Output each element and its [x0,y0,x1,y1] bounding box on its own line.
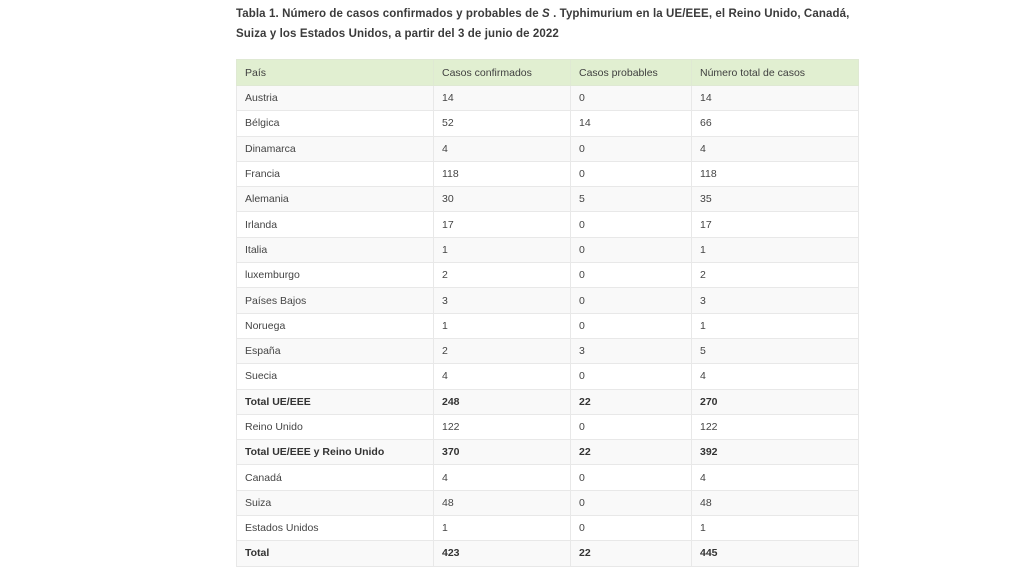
cell-total-cases: 3 [692,288,859,313]
column-header-probable: Casos probables [571,60,692,86]
cell-total-cases: 4 [692,136,859,161]
caption-line-2: Canadá, Suiza y los Estados Unidos, a partir del 3 de junio de 2022 [236,8,850,40]
cell-confirmed-cases: 2 [434,263,571,288]
cell-probable-cases: 22 [571,440,692,465]
cell-total-cases: 1 [692,313,859,338]
cell-confirmed-cases: 122 [434,414,571,439]
cell-country: Bélgica [237,111,434,136]
table-row [237,161,859,186]
table-header [237,60,859,86]
cell-probable-cases: 0 [571,288,692,313]
table-row [237,338,859,363]
cell-country: Noruega [237,313,434,338]
cell-total-cases: 122 [692,414,859,439]
cell-total-cases: 48 [692,490,859,515]
cell-country: España [237,338,434,363]
cell-total-cases: 17 [692,212,859,237]
cell-probable-cases: 3 [571,338,692,363]
cell-confirmed-cases: 3 [434,288,571,313]
cell-total-cases: 270 [692,389,859,414]
cell-probable-cases: 0 [571,161,692,186]
cell-confirmed-cases: 118 [434,161,571,186]
cell-total-cases: 4 [692,465,859,490]
cell-confirmed-cases: 17 [434,212,571,237]
cell-country: Total UE/EEE y Reino Unido [237,440,434,465]
cell-confirmed-cases: 248 [434,389,571,414]
cell-country: Total UE/EEE [237,389,434,414]
table-row [237,313,859,338]
cell-confirmed-cases: 14 [434,86,571,111]
cell-confirmed-cases: 423 [434,541,571,566]
caption-species-italic: S [542,8,550,20]
cell-total-cases: 1 [692,237,859,262]
cell-country: Irlanda [237,212,434,237]
cell-total-cases: 35 [692,187,859,212]
table-row [237,136,859,161]
cell-total-cases: 14 [692,86,859,111]
cell-country: Italia [237,237,434,262]
cell-probable-cases: 0 [571,212,692,237]
cell-probable-cases: 0 [571,86,692,111]
cell-confirmed-cases: 4 [434,465,571,490]
table-row [237,263,859,288]
cell-probable-cases: 5 [571,187,692,212]
table-caption [236,5,876,44]
table-row [237,212,859,237]
cell-probable-cases: 0 [571,313,692,338]
column-header-confirmed: Casos confirmados [434,60,571,86]
cell-confirmed-cases: 370 [434,440,571,465]
table-row [237,440,859,465]
cell-total-cases: 1 [692,516,859,541]
cell-probable-cases: 0 [571,465,692,490]
table-row [237,414,859,439]
table-row [237,516,859,541]
cell-probable-cases: 0 [571,237,692,262]
table-row [237,389,859,414]
table-row [237,86,859,111]
cell-total-cases: 5 [692,338,859,363]
cell-country: Reino Unido [237,414,434,439]
cell-country: Austria [237,86,434,111]
cell-confirmed-cases: 48 [434,490,571,515]
cell-confirmed-cases: 2 [434,338,571,363]
table-row [237,111,859,136]
table-row [237,364,859,389]
table-row [237,465,859,490]
cell-country: Estados Unidos [237,516,434,541]
caption-text-before: Tabla 1. Número de casos confirmados y probables de [236,8,542,20]
cell-probable-cases: 22 [571,389,692,414]
caption-text-after: . Typhimurium en la UE/EEE, el Reino Unido, [549,8,801,20]
cell-probable-cases: 0 [571,364,692,389]
cell-probable-cases: 0 [571,136,692,161]
column-header-total: Número total de casos [692,60,859,86]
table-row [237,237,859,262]
cell-total-cases: 445 [692,541,859,566]
cell-country: Francia [237,161,434,186]
cell-country: luxemburgo [237,263,434,288]
table-header-row [237,60,859,86]
cell-confirmed-cases: 1 [434,516,571,541]
cell-probable-cases: 0 [571,516,692,541]
table-row [237,490,859,515]
cell-country: Países Bajos [237,288,434,313]
cell-country: Dinamarca [237,136,434,161]
cell-country: Suiza [237,490,434,515]
cell-country: Canadá [237,465,434,490]
cell-probable-cases: 0 [571,490,692,515]
table-row [237,541,859,566]
cases-table [236,59,859,567]
cell-country: Total [237,541,434,566]
cell-total-cases: 392 [692,440,859,465]
cell-total-cases: 2 [692,263,859,288]
cell-confirmed-cases: 30 [434,187,571,212]
cell-probable-cases: 14 [571,111,692,136]
cell-country: Suecia [237,364,434,389]
table-row [237,187,859,212]
table-container [236,59,858,567]
cell-total-cases: 66 [692,111,859,136]
column-header-country: País [237,60,434,86]
cell-confirmed-cases: 4 [434,136,571,161]
cell-country: Alemania [237,187,434,212]
cell-confirmed-cases: 52 [434,111,571,136]
table-row [237,288,859,313]
cell-probable-cases: 22 [571,541,692,566]
cell-confirmed-cases: 1 [434,313,571,338]
cell-probable-cases: 0 [571,414,692,439]
cell-confirmed-cases: 4 [434,364,571,389]
table-body [237,86,859,567]
cell-total-cases: 118 [692,161,859,186]
cell-probable-cases: 0 [571,263,692,288]
cell-confirmed-cases: 1 [434,237,571,262]
cell-total-cases: 4 [692,364,859,389]
